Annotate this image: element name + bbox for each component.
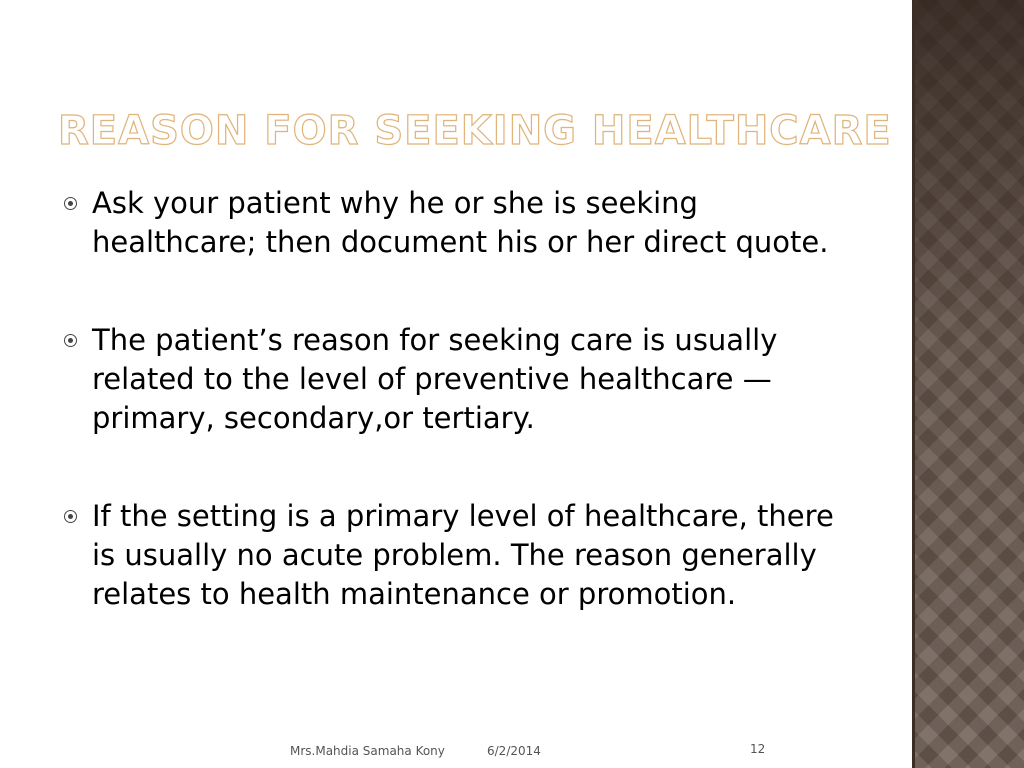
footer-page-number: 12	[750, 742, 766, 756]
footer-date: 6/2/2014	[487, 744, 541, 758]
circled-dot-bullet-icon	[64, 510, 77, 523]
decorative-side-panel	[912, 0, 1024, 768]
bullet-text: If the setting is a primary level of healthcare, there is usually no acute problem. The reason generally relates to health maintenance or promotion.	[92, 499, 834, 611]
side-panel-edge	[912, 0, 915, 768]
bullet-text: Ask your patient why he or she is seeking healthcare; then document his or her direct quote.	[92, 186, 829, 259]
bullet-list	[62, 184, 862, 614]
slide-title: REASON FOR SEEKING HEALTHCARE	[58, 108, 892, 154]
footer-author: Mrs.Mahdia Samaha Kony	[290, 744, 445, 758]
bullet-item	[62, 321, 862, 438]
bullet-item	[62, 184, 862, 262]
circled-dot-bullet-icon	[64, 197, 77, 210]
bullet-item	[62, 497, 862, 614]
bullet-text: The patient’s reason for seeking care is usually related to the level of preventive healthcare —primary, secondary,or tertiary.	[92, 323, 778, 435]
circled-dot-bullet-icon	[64, 334, 77, 347]
